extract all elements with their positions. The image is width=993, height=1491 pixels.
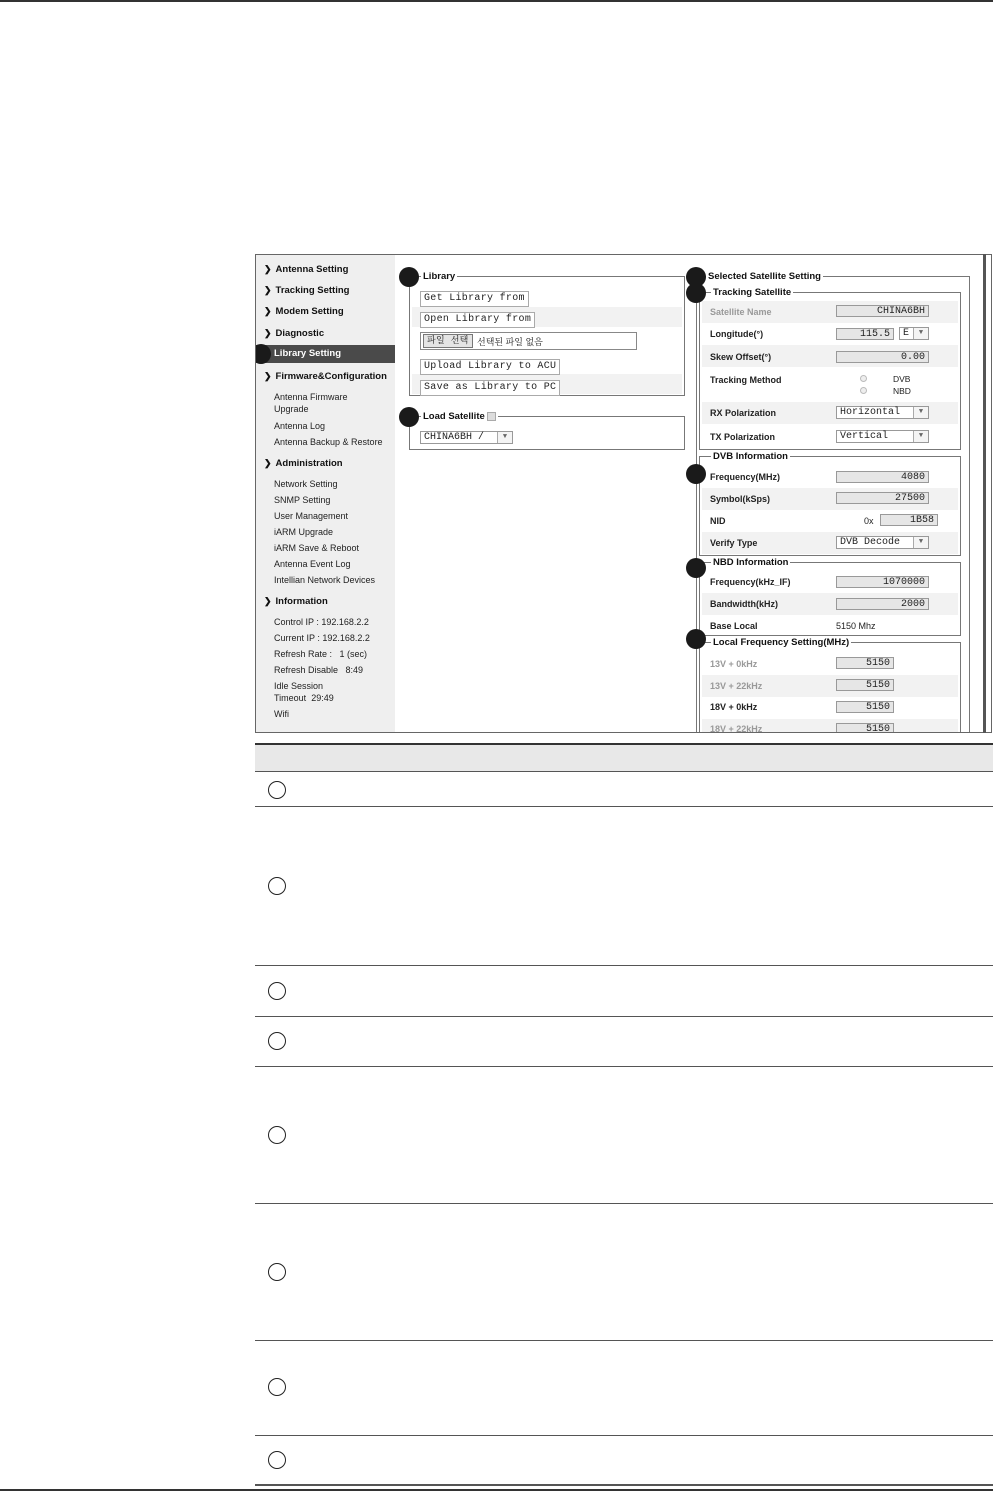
dvb-frequency-label: Frequency(MHz) (710, 472, 781, 482)
sidebar-subitem-antenna-event-log[interactable]: Antenna Event Log (274, 559, 351, 569)
table-row-divider (255, 1340, 993, 1341)
chevron-down-icon: ▼ (913, 328, 928, 339)
table-row-divider (255, 806, 993, 807)
sidebar-item-antenna-setting[interactable]: ❯ Antenna Setting (264, 264, 349, 275)
sidebar-item-information[interactable]: ❯ Information (264, 596, 328, 607)
checkbox-icon[interactable] (487, 412, 496, 421)
sidebar-subitem-antenna-backup-restore[interactable]: Antenna Backup & Restore (274, 437, 383, 447)
nid-field[interactable]: 1B58 (880, 514, 938, 526)
save-library-button[interactable]: Save as Library to PC (420, 380, 560, 396)
chevron-right-icon: ❯ (264, 285, 272, 295)
dvb-information-legend: DVB Information (713, 451, 788, 462)
idle-session: Idle Session Timeout 29:49 (274, 681, 334, 703)
lnb-13v-22khz-label: 13V + 22kHz (710, 681, 763, 691)
tx-polarization-label: TX Polarization (710, 432, 776, 442)
sidebar-item-administration[interactable]: ❯ Administration (264, 458, 343, 469)
bandwidth-field[interactable]: 2000 (836, 598, 929, 610)
lnb-13v-22khz-field[interactable]: 5150 (836, 679, 894, 691)
sidebar-item-modem-setting[interactable]: ❯ Modem Setting (264, 306, 344, 317)
sidebar-subitem-user-management[interactable]: User Management (274, 511, 349, 521)
sidebar-subitem-wifi[interactable]: Wifi (274, 709, 289, 719)
current-ip: Current IP : 192.168.2.2 (274, 633, 370, 643)
longitude-label: Longitude(°) (710, 329, 764, 339)
sidebar-subitem-iarm-save-reboot[interactable]: iARM Save & Reboot (274, 543, 360, 553)
chevron-right-icon: ❯ (264, 264, 272, 274)
sidebar-item-library-setting[interactable]: Library Setting (256, 345, 395, 363)
symbol-rate-field[interactable]: 27500 (836, 492, 929, 504)
sidebar-subitem-antenna-firmware-upgrade[interactable]: Antenna Firmware Upgrade (274, 392, 348, 414)
rx-polarization-select[interactable]: Horizontal ▼ (836, 406, 929, 419)
lnb-18v-22khz-label: 18V + 22kHz (710, 724, 763, 733)
longitude-direction-select[interactable]: E ▼ (899, 327, 929, 340)
chevron-down-icon: ▼ (913, 407, 928, 418)
lnb-18v-22khz-field[interactable]: 5150 (836, 723, 894, 733)
sidebar-item-firmware-configuration[interactable]: ❯ Firmware&Configuration (264, 371, 387, 382)
lnb-18v-0khz-label: 18V + 0kHz (710, 702, 758, 712)
chevron-right-icon: ❯ (264, 458, 272, 468)
file-select-button[interactable]: 파일 선택 (423, 334, 473, 348)
scrollbar[interactable] (983, 254, 986, 733)
dvb-frequency-field[interactable]: 4080 (836, 471, 929, 483)
item-marker-circle (268, 982, 286, 1000)
chevron-down-icon: ▼ (913, 431, 928, 442)
lnb-13v-0khz-field[interactable]: 5150 (836, 657, 894, 669)
selected-setting-legend: Selected Satellite Setting (708, 271, 821, 282)
open-library-button[interactable]: Open Library from (420, 312, 535, 328)
nbd-frequency-field[interactable]: 1070000 (836, 576, 929, 588)
rx-polarization-label: RX Polarization (710, 408, 777, 418)
sidebar-subitem-network-setting[interactable]: Network Setting (274, 479, 338, 489)
get-library-button[interactable]: Get Library from (420, 291, 529, 307)
base-local-value: 5150 Mhz (836, 621, 876, 631)
refresh-disable: Refresh Disable 8:49 (274, 665, 364, 675)
callout-marker (686, 464, 706, 484)
item-marker-circle (268, 1126, 286, 1144)
table-row-divider (255, 1203, 993, 1204)
library-setting-screenshot (255, 254, 992, 733)
callout-marker (399, 407, 419, 427)
table-row-divider (255, 1016, 993, 1017)
nbd-radio[interactable] (860, 387, 867, 394)
nid-prefix: 0x (864, 516, 874, 526)
item-marker-circle (268, 1378, 286, 1396)
chevron-down-icon: ▼ (497, 432, 512, 443)
satellite-name-label: Satellite Name (710, 307, 772, 317)
chevron-right-icon: ❯ (264, 328, 272, 338)
sidebar-subitem-antenna-log[interactable]: Antenna Log (274, 421, 326, 431)
table-row-divider (255, 1435, 993, 1436)
verify-type-select[interactable]: DVB Decode ▼ (836, 536, 929, 549)
sidebar-subitem-intellian-network-devices[interactable]: Intellian Network Devices (274, 575, 376, 585)
chevron-down-icon: ▼ (913, 537, 928, 548)
satellite-name-field[interactable]: CHINA6BH (836, 305, 929, 317)
nbd-radio-label: NBD (893, 386, 911, 396)
nid-label: NID (710, 516, 726, 526)
library-legend: Library (423, 271, 456, 282)
item-marker-circle (268, 1451, 286, 1469)
callout-marker (686, 558, 706, 578)
local-frequency-legend: Local Frequency Setting(MHz) (713, 637, 850, 648)
sidebar-item-tracking-setting[interactable]: ❯ Tracking Setting (264, 285, 350, 296)
item-marker-circle (268, 877, 286, 895)
longitude-field[interactable]: 115.5 (836, 328, 894, 340)
upload-library-button[interactable]: Upload Library to ACU (420, 359, 560, 375)
tracking-satellite-legend: Tracking Satellite (713, 287, 792, 298)
chevron-right-icon: ❯ (264, 371, 272, 381)
callout-marker (686, 283, 706, 303)
sidebar-item-diagnostic[interactable]: ❯ Diagnostic (264, 328, 325, 339)
callout-marker (686, 629, 706, 649)
no-file-text: 선택된 파일 없음 (477, 337, 543, 347)
tracking-method-label: Tracking Method (710, 375, 782, 385)
symbol-rate-label: Symbol(kSps) (710, 494, 771, 504)
control-ip: Control IP : 192.168.2.2 (274, 617, 369, 627)
bandwidth-label: Bandwidth(kHz) (710, 599, 778, 609)
top-rule (0, 0, 993, 2)
nbd-information-legend: NBD Information (713, 557, 789, 568)
refresh-rate: Refresh Rate : 1 (sec) (274, 649, 368, 659)
nbd-frequency-label: Frequency(kHz_IF) (710, 577, 791, 587)
item-marker-circle (268, 1263, 286, 1281)
dvb-radio-label: DVB (893, 374, 911, 384)
base-local-label: Base Local (710, 621, 758, 631)
sidebar (256, 255, 395, 733)
sidebar-subitem-snmp-setting[interactable]: SNMP Setting (274, 495, 331, 505)
table-row-divider (255, 1066, 993, 1067)
load-satellite-legend: Load Satellite (421, 411, 498, 422)
item-marker-circle (268, 1032, 286, 1050)
item-marker-circle (268, 781, 286, 799)
skew-offset-label: Skew Offset(°) (710, 352, 772, 362)
tx-polarization-select[interactable]: Vertical ▼ (836, 430, 929, 443)
table-bottom-rule (255, 1484, 993, 1486)
load-satellite-select[interactable]: CHINA6BH / ▼ (420, 431, 513, 444)
verify-type-label: Verify Type (710, 538, 758, 548)
chevron-right-icon: ❯ (264, 596, 272, 606)
chevron-right-icon: ❯ (264, 306, 272, 316)
table-row-divider (255, 965, 993, 966)
lnb-18v-0khz-field[interactable]: 5150 (836, 701, 894, 713)
table-header (255, 743, 993, 772)
dvb-radio[interactable] (860, 375, 867, 382)
callout-marker (399, 267, 419, 287)
skew-offset-field[interactable]: 0.00 (836, 351, 929, 363)
sidebar-subitem-iarm-upgrade[interactable]: iARM Upgrade (274, 527, 334, 537)
lnb-13v-0khz-label: 13V + 0kHz (710, 659, 758, 669)
